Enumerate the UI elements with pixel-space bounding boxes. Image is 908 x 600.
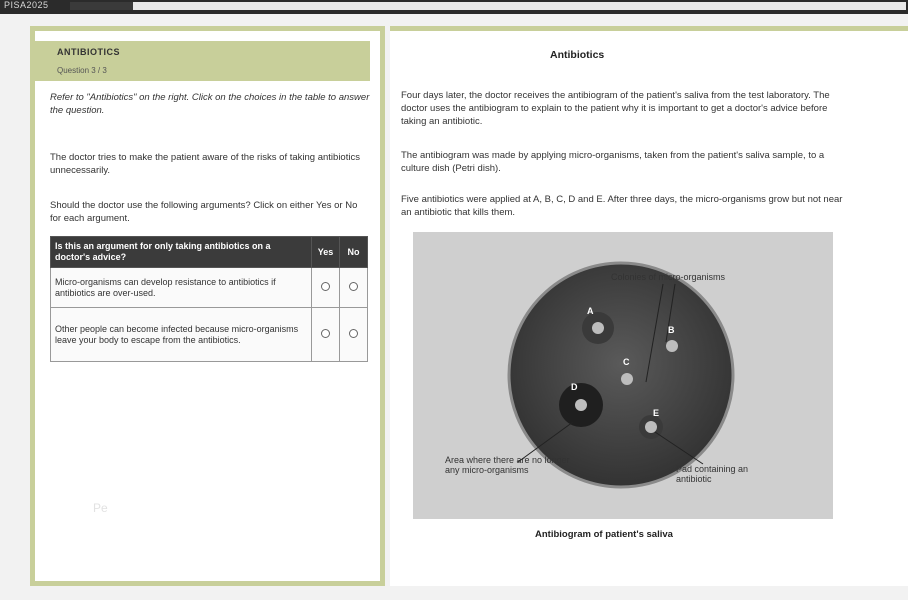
stimulus-panel <box>390 26 908 586</box>
antibiotic-pad-b <box>666 340 678 352</box>
petri-dish <box>509 263 733 487</box>
progress-fill <box>70 2 133 10</box>
no-radio[interactable] <box>349 329 358 338</box>
table-header-yes: Yes <box>312 237 340 268</box>
question-number: Question 3 / 3 <box>57 66 107 75</box>
stimulus-paragraph: Four days later, the doctor receives the antibiogram of the patient's saliva from the test laboratory. The doctor uses the antibiogram to explain to the patient why it is important to get a doctor's advice before taking an antibiotic. <box>401 90 830 127</box>
answer-table <box>50 236 368 362</box>
test-frame <box>0 14 908 600</box>
label-colonies: Colonies of micro-organisms <box>611 272 726 282</box>
table-header-question: Is this an argument for only taking antibiotics on a doctor's advice? <box>51 237 312 268</box>
point-label-d: D <box>571 382 578 392</box>
point-label-e: E <box>653 408 660 418</box>
yes-radio[interactable] <box>321 329 330 338</box>
unit-header <box>35 41 370 81</box>
antibiogram-diagram <box>413 232 833 519</box>
progress-bar <box>70 2 906 10</box>
stimulus-paragraph: The antibiogram was made by applying micro-organisms, taken from the patient's saliva sample, to a culture dish (Petri dish). <box>401 150 825 174</box>
instruction-text: Refer to "Antibiotics" on the right. Click on the choices in the table to answer the question. <box>50 92 370 116</box>
stimulus-paragraph: Five antibiotics were applied at A, B, C, D and E. After three days, the micro-organisms grow but not near an antibiotic that kills them. <box>401 194 843 218</box>
no-radio-cell[interactable] <box>340 268 368 308</box>
antibiotic-pad-a <box>592 322 604 334</box>
watermark: Pe <box>93 501 108 515</box>
argument-text: Other people can become infected because micro-organisms leave your body to escape from the antibiotics. <box>51 308 312 362</box>
table-header-row <box>51 237 368 268</box>
intro-text: The doctor tries to make the patient aware of the risks of taking antibiotics unnecessarily. <box>50 152 360 176</box>
diagram-caption: Antibiogram of patient's saliva <box>535 529 673 540</box>
no-radio-cell[interactable] <box>340 308 368 362</box>
table-row <box>51 268 368 308</box>
point-label-b: B <box>668 325 675 335</box>
question-prompt: Should the doctor use the following arguments? Click on either Yes or No for each argument. <box>50 200 358 224</box>
label-clear-area: Area where there are no longer any micro-organisms <box>445 455 570 475</box>
top-bar <box>0 0 908 14</box>
stimulus-title: Antibiotics <box>550 49 605 61</box>
unit-title: ANTIBIOTICS <box>57 47 120 57</box>
label-antibiotic-pad: Pad containing an antibiotic <box>676 464 749 484</box>
argument-text: Micro-organisms can develop resistance to antibiotics if antibiotics are over-used. <box>51 268 312 308</box>
no-radio[interactable] <box>349 282 358 291</box>
question-panel <box>30 26 385 586</box>
point-label-c: C <box>623 357 630 367</box>
antibiotic-pad-d <box>575 399 587 411</box>
yes-radio[interactable] <box>321 282 330 291</box>
antibiotic-pad-c <box>621 373 633 385</box>
brand-logo: PISA2025 <box>4 0 49 10</box>
yes-radio-cell[interactable] <box>312 268 340 308</box>
table-header-no: No <box>340 237 368 268</box>
antibiotic-pad-e <box>645 421 657 433</box>
yes-radio-cell[interactable] <box>312 308 340 362</box>
table-row <box>51 308 368 362</box>
point-label-a: A <box>587 306 594 316</box>
